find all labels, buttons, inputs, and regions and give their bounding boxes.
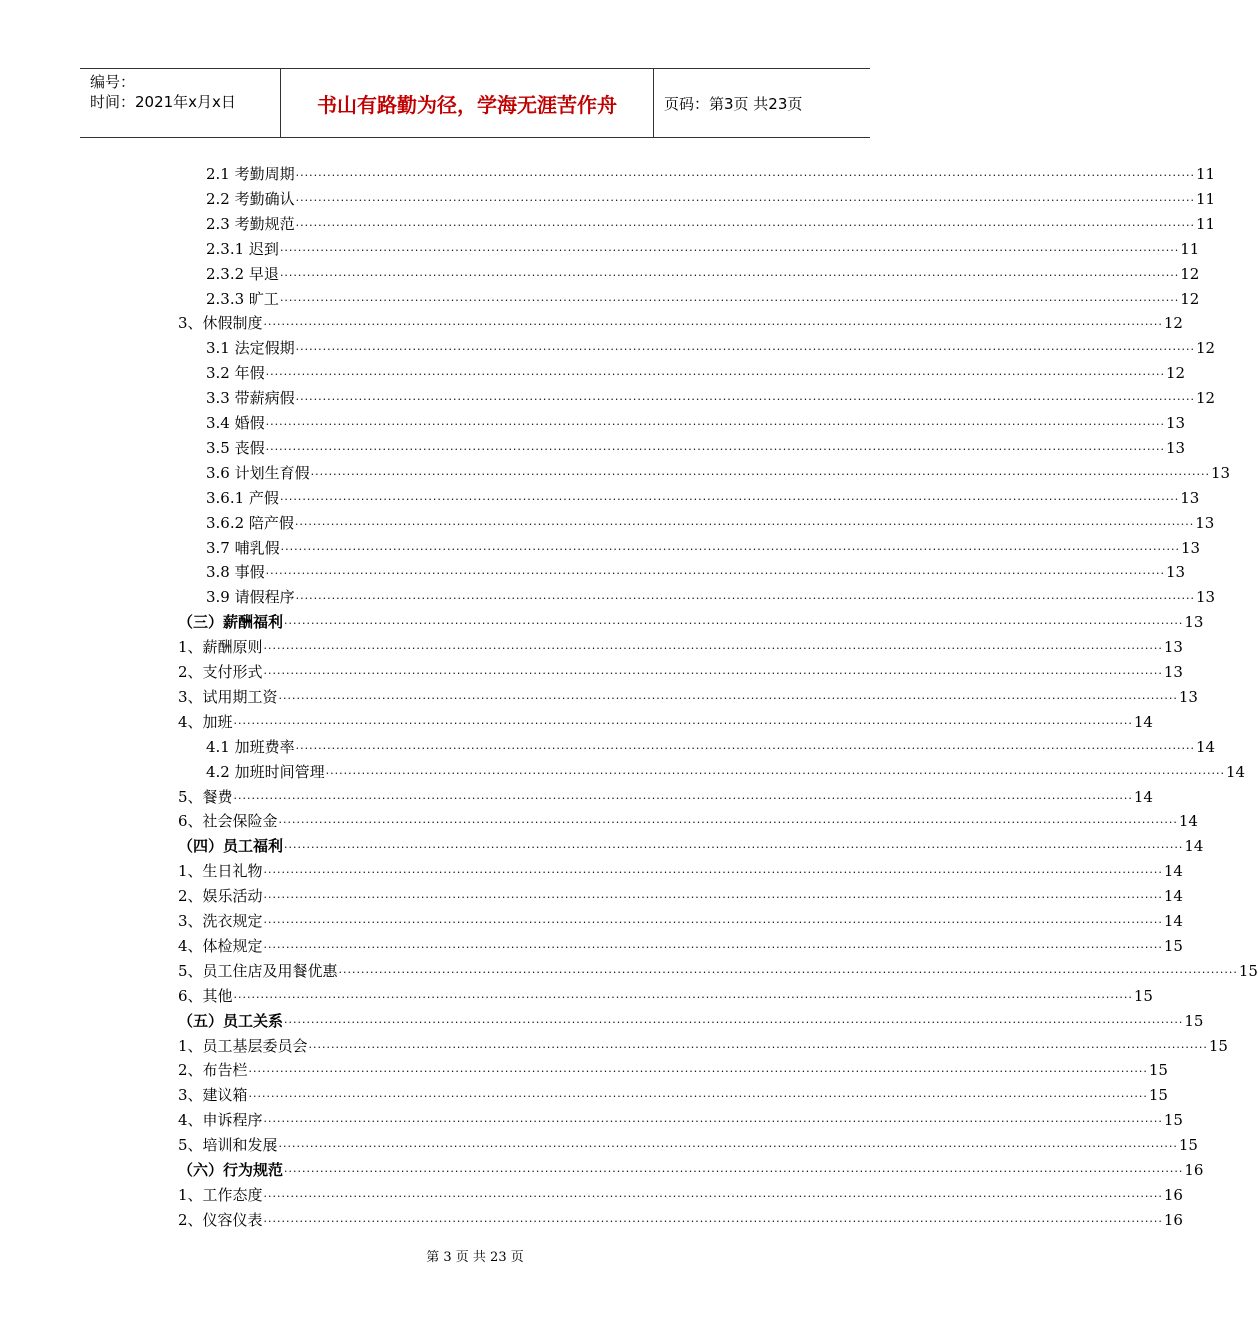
toc-entry-title: 2、仪容仪表: [178, 1211, 263, 1229]
toc-entry[interactable]: [206, 185, 1216, 209]
toc-entry-page: 13: [1165, 439, 1186, 457]
toc-entry-title: 3.2 年假: [206, 364, 265, 382]
toc-entry-title: 3.6.1 产假: [206, 489, 279, 507]
toc-entry-page: 13: [1195, 588, 1216, 606]
toc-entry-title: 2.3 考勤规范: [206, 215, 295, 233]
toc-dot-leader: ········································································································································································································: [263, 866, 1163, 879]
toc-entry-title: 2.3.2 早退: [206, 265, 279, 283]
toc-entry-page: 15: [1208, 1037, 1228, 1055]
toc-dot-leader: ········································································································································································································: [265, 567, 1165, 580]
toc-entry-title: 4、体检规定: [178, 937, 263, 955]
toc-dot-leader: ········································································································································································································: [284, 841, 1184, 854]
toc-entry[interactable]: [206, 558, 1186, 582]
toc-entry[interactable]: [206, 434, 1186, 458]
toc-dot-leader: ········································································································································································································: [284, 1165, 1184, 1178]
toc-entry[interactable]: [178, 857, 1183, 881]
toc-entry-page: 13: [1163, 638, 1183, 656]
toc-entry-title: 2、娱乐活动: [178, 887, 263, 905]
toc-entry-title: （四）员工福利: [178, 837, 284, 855]
toc-dot-leader: ········································································································································································································: [284, 1016, 1184, 1029]
toc-entry-title: 5、员工住店及用餐优惠: [178, 962, 338, 980]
toc-entry[interactable]: [178, 1106, 1183, 1130]
toc-entry-page: 15: [1133, 987, 1153, 1005]
toc-entry-title: 3.6.2 陪产假: [206, 514, 294, 532]
toc-dot-leader: ········································································································································································································: [279, 244, 1180, 257]
header-page-number: 页码：第3页 共23页: [664, 94, 803, 113]
toc-dot-leader: ········································································································································································································: [325, 767, 1225, 780]
toc-entry-title: 4.2 加班时间管理: [206, 763, 325, 781]
toc-entry-title: 2.2 考勤确认: [206, 190, 295, 208]
toc-entry[interactable]: [206, 758, 1246, 782]
toc-dot-leader: ········································································································································································································: [233, 991, 1133, 1004]
toc-dot-leader: ········································································································································································································: [265, 443, 1165, 456]
toc-entry-page: 12: [1180, 290, 1200, 308]
toc-entry-page: 14: [1178, 812, 1198, 830]
toc-entry-page: 15: [1148, 1086, 1168, 1104]
toc-entry-title: 3、洗衣规定: [178, 912, 263, 930]
toc-entry-title: 4、申诉程序: [178, 1111, 263, 1129]
toc-entry[interactable]: [178, 658, 1183, 682]
toc-entry-title: 3.4 婚假: [206, 414, 265, 432]
toc-entry-page: 11: [1195, 165, 1216, 183]
toc-entry[interactable]: [178, 783, 1153, 807]
toc-entry-title: （五）员工关系: [178, 1012, 284, 1030]
toc-entry[interactable]: [178, 683, 1198, 707]
toc-entry-page: 14: [1163, 862, 1183, 880]
toc-dot-leader: ········································································································································································································: [233, 717, 1133, 730]
toc-entry-title: 3.7 哺乳假: [206, 539, 280, 557]
toc-entry-page: 13: [1180, 489, 1200, 507]
toc-entry-page: 13: [1195, 514, 1215, 532]
toc-entry-page: 15: [1238, 962, 1258, 980]
toc-entry-page: 13: [1210, 464, 1231, 482]
toc-entry-title: 3、试用期工资: [178, 688, 278, 706]
toc-entry-title: 2、支付形式: [178, 663, 263, 681]
toc-entry[interactable]: [206, 260, 1200, 284]
toc-entry-title: （三）薪酬福利: [178, 613, 284, 631]
toc-entry-title: 1、员工基层委员会: [178, 1037, 308, 1055]
toc-entry-page: 11: [1195, 215, 1216, 233]
toc-entry-page: 11: [1180, 240, 1200, 258]
toc-entry-page: 15: [1163, 937, 1183, 955]
toc-entry-page: 12: [1180, 265, 1200, 283]
toc-entry-page: 13: [1165, 414, 1186, 432]
toc-entry[interactable]: [178, 708, 1153, 732]
toc-entry-page: 12: [1165, 364, 1186, 382]
toc-dot-leader: ········································································································································································································: [248, 1090, 1148, 1103]
toc-entry[interactable]: [206, 210, 1216, 234]
toc-entry-page: 14: [1163, 912, 1183, 930]
toc-entry[interactable]: [206, 285, 1200, 309]
toc-entry[interactable]: [178, 1206, 1183, 1230]
toc-entry[interactable]: [206, 733, 1216, 757]
toc-entry-title: 5、餐费: [178, 788, 233, 806]
toc-dot-leader: ········································································································································································································: [263, 318, 1163, 331]
toc-entry[interactable]: [206, 484, 1200, 508]
page-header: [80, 68, 870, 138]
toc-dot-leader: ········································································································································································································: [310, 468, 1210, 481]
toc-dot-leader: ········································································································································································································: [279, 493, 1180, 506]
toc-entry[interactable]: [178, 309, 1183, 333]
toc-entry[interactable]: [178, 957, 1258, 981]
toc-entry[interactable]: [178, 1181, 1183, 1205]
toc-entry-title: 2、布告栏: [178, 1061, 248, 1079]
toc-dot-leader: ········································································································································································································: [279, 269, 1180, 282]
toc-dot-leader: ········································································································································································································: [295, 343, 1195, 356]
toc-entry[interactable]: [206, 359, 1186, 383]
toc-dot-leader: ········································································································································································································: [278, 1140, 1178, 1153]
toc-entry-title: 2.3.1 迟到: [206, 240, 279, 258]
toc-entry-page: 15: [1163, 1111, 1183, 1129]
toc-entry-title: 3.3 带薪病假: [206, 389, 295, 407]
toc-entry-title: 3、休假制度: [178, 314, 263, 332]
toc-entry-title: 3.5 丧假: [206, 439, 265, 457]
toc-entry-page: 16: [1163, 1186, 1183, 1204]
toc-entry-title: 2.3.3 旷工: [206, 290, 279, 308]
toc-entry-page: 12: [1195, 389, 1216, 407]
toc-entry-title: 3.9 请假程序: [206, 588, 295, 606]
toc-entry[interactable]: [206, 459, 1231, 483]
toc-entry-page: 12: [1195, 339, 1216, 357]
header-motto: 书山有路勤为径，学海无涯苦作舟: [281, 69, 654, 137]
toc-entry-title: 3.1 法定假期: [206, 339, 295, 357]
toc-entry-page: 14: [1184, 837, 1204, 855]
toc-dot-leader: ········································································································································································································: [295, 592, 1195, 605]
toc-entry-page: 13: [1178, 688, 1198, 706]
toc-entry-page: 14: [1195, 738, 1216, 756]
toc-entry-title: 4.1 加班费率: [206, 738, 295, 756]
page-footer: 第 3 页 共 23 页: [426, 1250, 524, 1265]
toc-entry-title: 3、建议箱: [178, 1086, 248, 1104]
toc-entry-page: 11: [1195, 190, 1216, 208]
toc-entry-page: 16: [1184, 1161, 1204, 1179]
document-number-label: 编号：: [90, 73, 136, 91]
toc-entry[interactable]: [206, 235, 1200, 259]
toc-dot-leader: ········································································································································································································: [263, 1115, 1163, 1128]
toc-entry-title: 3.8 事假: [206, 563, 265, 581]
toc-entry[interactable]: [206, 334, 1216, 358]
toc-entry-page: 16: [1163, 1211, 1183, 1229]
toc-entry-title: 2.1 考勤周期: [206, 165, 295, 183]
toc-entry[interactable]: [206, 534, 1201, 558]
toc-dot-leader: ········································································································································································································: [233, 792, 1133, 805]
toc-entry-page: 12: [1163, 314, 1183, 332]
toc-dot-leader: ········································································································································································································: [284, 617, 1184, 630]
toc-dot-leader: ········································································································································································································: [263, 642, 1163, 655]
toc-entry[interactable]: [178, 1156, 1204, 1180]
toc-entry-title: 4、加班: [178, 713, 233, 731]
toc-entry-title: 1、工作态度: [178, 1186, 263, 1204]
toc-entry-page: 15: [1178, 1136, 1198, 1154]
toc-entry[interactable]: [178, 1081, 1168, 1105]
toc-entry-page: 13: [1184, 613, 1204, 631]
toc-dot-leader: ········································································································································································································: [338, 966, 1238, 979]
toc-entry-page: 14: [1133, 788, 1153, 806]
toc-entry[interactable]: [178, 882, 1183, 906]
toc-entry[interactable]: [178, 1131, 1198, 1155]
toc-dot-leader: ········································································································································································································: [263, 916, 1163, 929]
toc-entry[interactable]: [178, 932, 1183, 956]
toc-entry-page: 13: [1165, 563, 1186, 581]
toc-dot-leader: ········································································································································································································: [248, 1065, 1148, 1078]
toc-entry[interactable]: [206, 509, 1215, 533]
toc-dot-leader: ········································································································································································································: [279, 294, 1180, 307]
toc-entry-page: 15: [1148, 1061, 1168, 1079]
toc-dot-leader: ········································································································································································································: [294, 518, 1195, 531]
toc-dot-leader: ········································································································································································································: [295, 219, 1195, 232]
toc-entry-page: 14: [1163, 887, 1183, 905]
toc-entry-page: 14: [1225, 763, 1246, 781]
toc-entry-title: 1、薪酬原则: [178, 638, 263, 656]
toc-entry-title: 6、其他: [178, 987, 233, 1005]
toc-dot-leader: ········································································································································································································: [295, 393, 1195, 406]
toc-dot-leader: ········································································································································································································: [263, 1190, 1163, 1203]
toc-dot-leader: ········································································································································································································: [265, 418, 1165, 431]
toc-entry-title: （六）行为规范: [178, 1161, 284, 1179]
document-date-label: 时间：2021年x月x日: [90, 93, 236, 111]
toc-entry[interactable]: [178, 832, 1204, 856]
toc-entry-title: 6、社会保险金: [178, 812, 278, 830]
toc-entry[interactable]: [178, 608, 1204, 632]
toc-dot-leader: ········································································································································································································: [265, 368, 1165, 381]
header-meta: [80, 69, 281, 137]
toc-dot-leader: ········································································································································································································: [278, 692, 1178, 705]
toc-entry-page: 15: [1184, 1012, 1204, 1030]
toc-entry-page: 13: [1180, 539, 1201, 557]
toc-entry-title: 5、培训和发展: [178, 1136, 278, 1154]
toc-entry[interactable]: [178, 1032, 1228, 1056]
toc-entry[interactable]: [178, 982, 1153, 1006]
toc-dot-leader: ········································································································································································································: [263, 941, 1163, 954]
toc-dot-leader: ········································································································································································································: [280, 543, 1180, 556]
toc-entry[interactable]: [178, 633, 1183, 657]
toc-entry-title: 3.6 计划生育假: [206, 464, 310, 482]
toc-entry-page: 13: [1163, 663, 1183, 681]
toc-dot-leader: ········································································································································································································: [263, 667, 1163, 680]
toc-dot-leader: ········································································································································································································: [278, 816, 1178, 829]
toc-entry[interactable]: [206, 384, 1216, 408]
toc-entry[interactable]: [178, 1007, 1204, 1031]
toc-entry-page: 14: [1133, 713, 1153, 731]
toc-dot-leader: ········································································································································································································: [308, 1041, 1208, 1054]
toc-entry[interactable]: [206, 583, 1216, 607]
toc-dot-leader: ········································································································································································································: [295, 194, 1195, 207]
toc-entry[interactable]: [178, 1056, 1168, 1080]
toc-dot-leader: ········································································································································································································: [263, 1215, 1163, 1228]
toc-entry[interactable]: [206, 160, 1216, 184]
toc-entry[interactable]: [206, 409, 1186, 433]
toc-dot-leader: ········································································································································································································: [295, 169, 1195, 182]
toc-entry-title: 1、生日礼物: [178, 862, 263, 880]
toc-dot-leader: ········································································································································································································: [295, 742, 1195, 755]
toc-entry[interactable]: [178, 807, 1198, 831]
toc-entry[interactable]: [178, 907, 1183, 931]
toc-dot-leader: ········································································································································································································: [263, 891, 1163, 904]
